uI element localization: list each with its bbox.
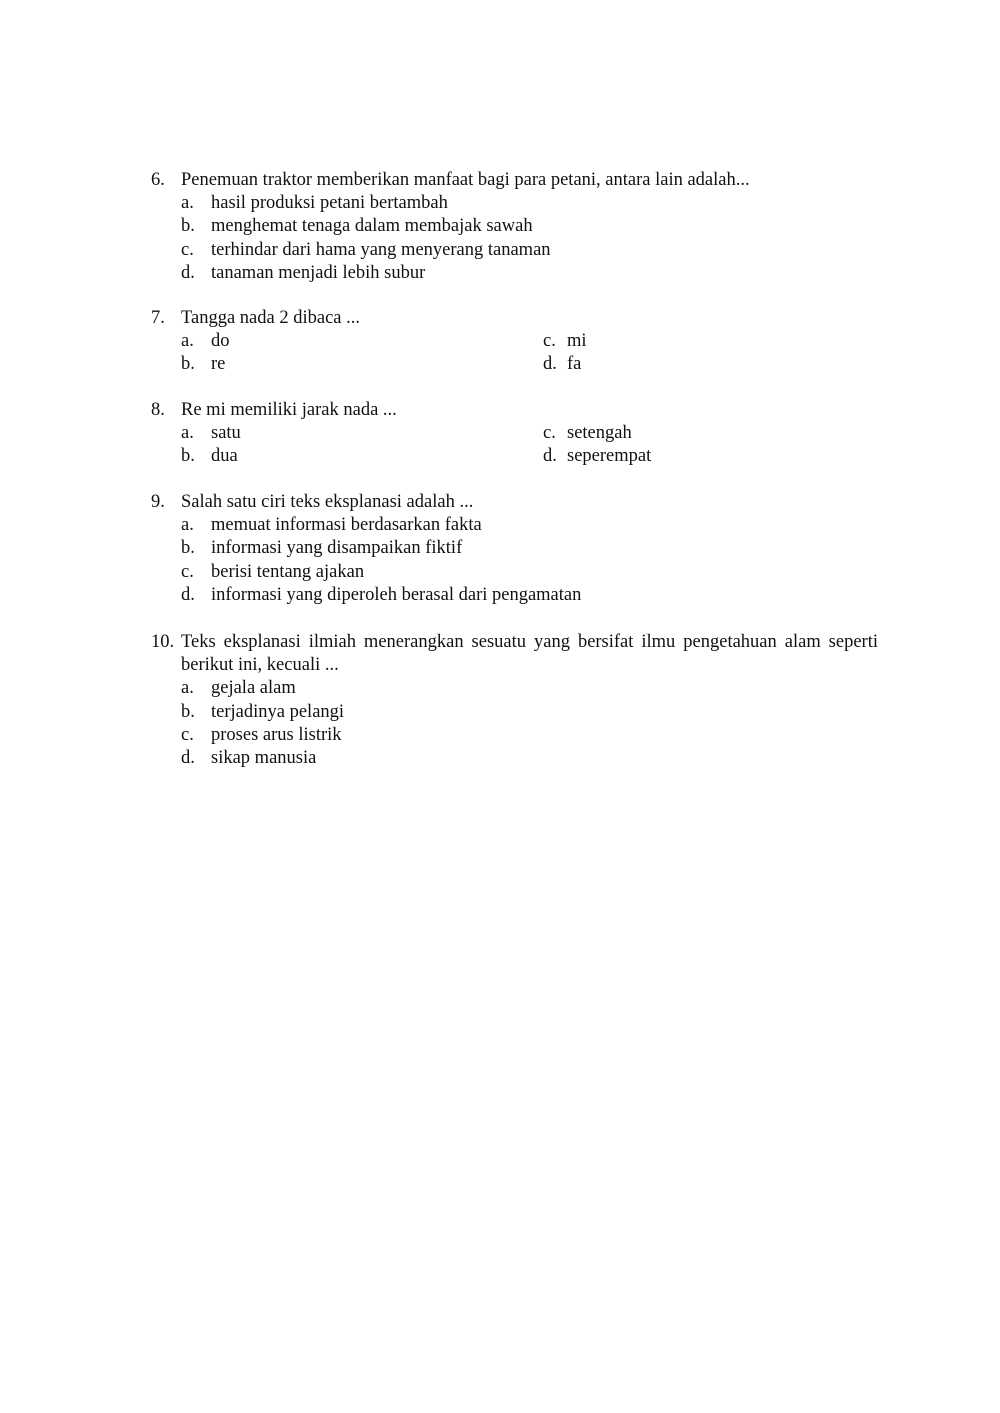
question-stem: [151, 399, 878, 422]
option-text: hasil produksi petani bertambah: [211, 193, 448, 214]
option-d[interactable]: [543, 445, 843, 468]
option-a[interactable]: [181, 192, 878, 215]
question-stem: [151, 491, 878, 514]
option-b[interactable]: [181, 445, 543, 468]
question-7: [151, 307, 878, 377]
option-letter: c.: [543, 331, 556, 352]
option-c[interactable]: [181, 561, 878, 584]
question-text: Tangga nada 2 dibaca ...: [181, 308, 361, 328]
option-d[interactable]: [181, 747, 878, 770]
option-c[interactable]: [181, 724, 878, 747]
question-number: 10.: [151, 632, 175, 652]
option-text: re: [211, 354, 226, 375]
option-text: memuat informasi berdasarkan fakta: [211, 515, 482, 536]
option-letter: d.: [181, 748, 195, 769]
option-letter: c.: [181, 724, 194, 745]
option-grid: [181, 330, 878, 376]
option-text: proses arus listrik: [211, 724, 342, 745]
option-b[interactable]: [181, 701, 878, 724]
option-text: terjadinya pelangi: [211, 701, 345, 722]
option-text: seperempat: [567, 446, 652, 467]
option-letter: d.: [543, 354, 557, 375]
question-text: Teks eksplanasi ilmiah menerangkan sesuatu yang bersifat ilmu pengetahuan alam seperti berikut ini, kecuali ...: [181, 632, 878, 676]
question-10: [151, 631, 878, 770]
option-text: do: [211, 331, 230, 352]
option-d[interactable]: [181, 584, 878, 607]
option-letter: a.: [181, 515, 194, 536]
option-a[interactable]: [181, 330, 543, 353]
option-letter: c.: [181, 561, 194, 582]
option-text: sikap manusia: [211, 748, 317, 769]
option-text: mi: [567, 331, 587, 352]
option-letter: d.: [543, 446, 557, 467]
question-number: 8.: [151, 400, 165, 420]
option-text: fa: [567, 354, 582, 375]
question-number: 9.: [151, 492, 165, 512]
question-6: [151, 169, 878, 285]
option-text: satu: [211, 423, 241, 444]
question-text: Salah satu ciri teks eksplanasi adalah ...: [181, 492, 474, 512]
question-stem: [151, 631, 878, 677]
option-letter: a.: [181, 193, 194, 214]
option-letter: b.: [181, 538, 195, 559]
option-letter: b.: [181, 446, 195, 467]
option-list: [151, 514, 878, 607]
question-9: [151, 491, 878, 607]
option-b[interactable]: [181, 353, 543, 376]
question-number: 7.: [151, 308, 165, 328]
option-text: tanaman menjadi lebih subur: [211, 262, 426, 283]
option-letter: a.: [181, 423, 194, 444]
option-a[interactable]: [181, 677, 878, 700]
option-text: berisi tentang ajakan: [211, 561, 365, 582]
option-b[interactable]: [181, 215, 878, 238]
question-text: Re mi memiliki jarak nada ...: [181, 400, 397, 420]
option-letter: c.: [181, 239, 194, 260]
question-text: Penemuan traktor memberikan manfaat bagi para petani, antara lain adalah...: [181, 170, 750, 190]
option-letter: d.: [181, 584, 195, 605]
option-a[interactable]: [181, 514, 878, 537]
option-text: informasi yang disampaikan fiktif: [211, 538, 463, 559]
option-letter: a.: [181, 678, 194, 699]
option-list: [151, 677, 878, 770]
option-text: terhindar dari hama yang menyerang tanaman: [211, 239, 551, 260]
option-c[interactable]: [543, 330, 843, 353]
option-letter: b.: [181, 354, 195, 375]
option-d[interactable]: [181, 262, 878, 285]
option-letter: b.: [181, 701, 195, 722]
option-text: setengah: [567, 423, 632, 444]
option-text: dua: [211, 446, 238, 467]
option-letter: c.: [543, 423, 556, 444]
option-d[interactable]: [543, 353, 843, 376]
option-b[interactable]: [181, 537, 878, 560]
option-letter: d.: [181, 262, 195, 283]
question-8: [151, 399, 878, 469]
question-stem: [151, 169, 878, 192]
option-c[interactable]: [181, 239, 878, 262]
question-stem: [151, 307, 878, 330]
option-letter: a.: [181, 331, 194, 352]
question-number: 6.: [151, 170, 165, 190]
option-list: [151, 192, 878, 285]
option-text: menghemat tenaga dalam membajak sawah: [211, 216, 533, 237]
option-text: gejala alam: [211, 678, 296, 699]
option-c[interactable]: [543, 422, 843, 445]
option-text: informasi yang diperoleh berasal dari pengamatan: [211, 584, 582, 605]
option-a[interactable]: [181, 422, 543, 445]
option-letter: b.: [181, 216, 195, 237]
option-grid: [181, 422, 878, 468]
